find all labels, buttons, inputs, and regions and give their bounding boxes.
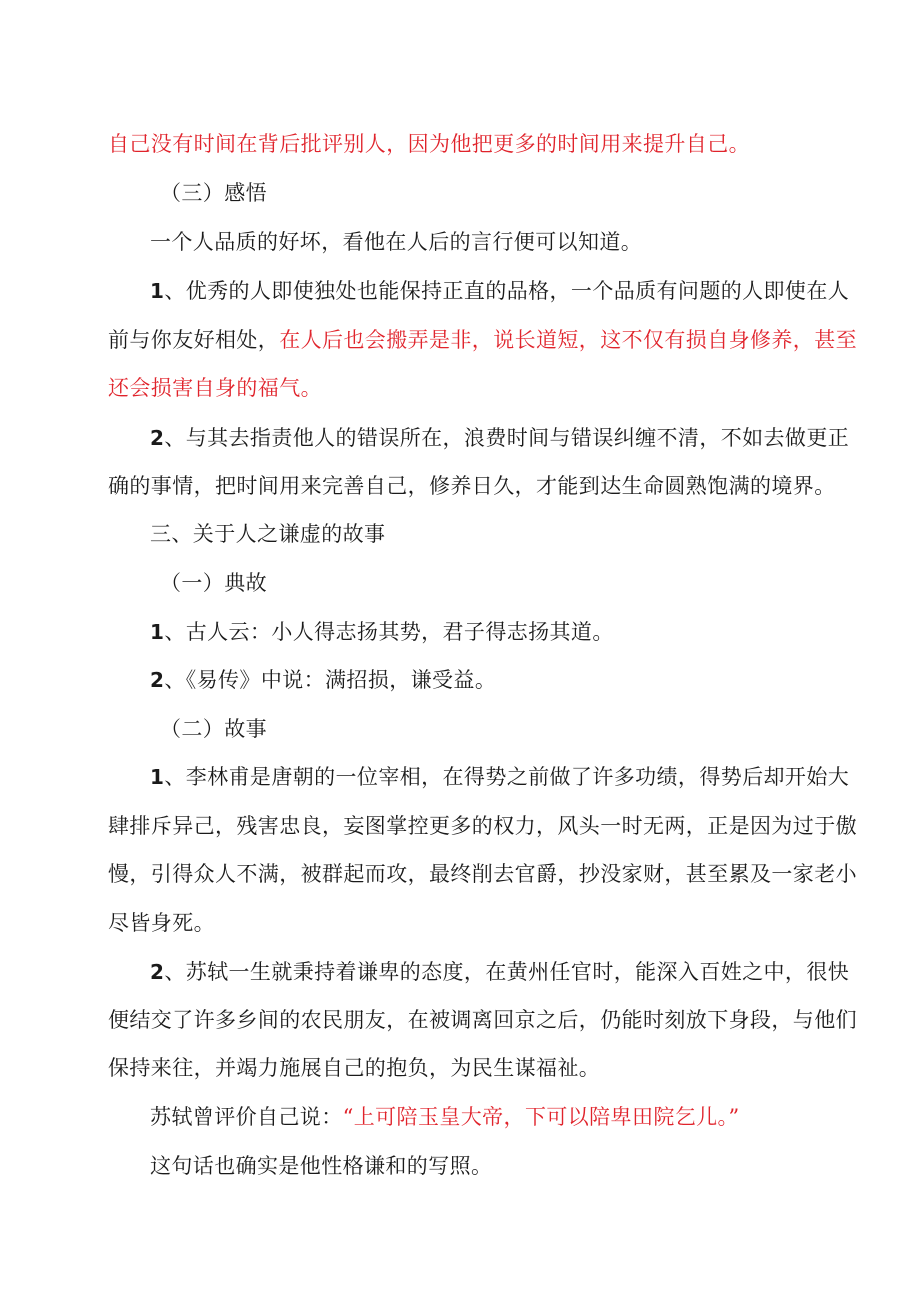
text-segment: 苏轼曾评价自己说： [150, 1105, 343, 1129]
paragraph-line [108, 1054, 600, 1082]
text-segment: 这句话也确实是他性格谦和的写照。 [150, 1154, 493, 1178]
text-segment: 慢，引得众人不满，被群起而攻，最终削去官爵，抄没家财，甚至累及一家老小 [108, 862, 857, 886]
text-segment: 一个人品质的好坏，看他在人后的言行便可以知道。 [150, 230, 643, 254]
list-item-line [150, 763, 849, 791]
paragraph-line [150, 1152, 492, 1180]
highlighted-text: 在人后也会搬弄是非，说长道短，这不仅有损自身修养，甚至 [279, 328, 858, 352]
section-heading [160, 179, 267, 207]
list-number: 2 [150, 426, 165, 450]
paragraph-line [108, 860, 857, 888]
paragraph-line [108, 326, 857, 354]
list-item-line [150, 424, 849, 452]
list-number: 1 [150, 620, 165, 644]
paragraph-line [150, 228, 642, 256]
text-segment: 、优秀的人即使独处也能保持正直的品格，一个品质有问题的人即使在人 [164, 279, 850, 303]
section-heading [150, 520, 385, 548]
text-segment: 便结交了许多乡间的农民朋友，在被调离回京之后，仍能时刻放下身段，与他们 [108, 1008, 857, 1032]
subsection-heading [160, 715, 267, 743]
paragraph-line [108, 909, 215, 937]
list-item-line [150, 958, 849, 986]
text-segment: 、李林甫是唐朝的一位宰相，在得势之前做了许多功绩，得势后却开始大 [164, 765, 850, 789]
list-number: 1 [150, 765, 165, 789]
heading-text: （三）感悟 [160, 181, 267, 205]
text-segment: 保持来往，并竭力施展自己的抱负，为民生谋福祉。 [108, 1056, 601, 1080]
text-segment: 尽皆身死。 [108, 911, 215, 935]
text-segment: 、古人云：小人得志扬其势，君子得志扬其道。 [164, 620, 614, 644]
list-number: 1 [150, 279, 165, 303]
highlighted-text: 自己没有时间在背后批评别人，因为他把更多的时间用来提升自己。 [108, 132, 750, 156]
text-segment: 前与你友好相处， [108, 328, 280, 352]
paragraph-line [108, 812, 857, 840]
text-segment: 、苏轼一生就秉持着谦卑的态度，在黄州任官时，能深入百姓之中，很快 [164, 960, 850, 984]
paragraph-line [108, 472, 836, 500]
list-item-line [150, 618, 614, 646]
paragraph-line [108, 374, 322, 402]
subsection-heading [160, 569, 267, 597]
highlighted-text: 还会损害自身的福气。 [108, 376, 322, 400]
text-segment: 确的事情，把时间用来完善自己，修养日久，才能到达生命圆熟饱满的境界。 [108, 474, 836, 498]
heading-text: （二）故事 [160, 717, 267, 741]
list-number: 2 [150, 668, 165, 692]
list-number: 2 [150, 960, 165, 984]
heading-text: 三、关于人之谦虚的故事 [150, 522, 386, 546]
list-item-line [150, 277, 849, 305]
text-segment: 、《易传》中说：满招损，谦受益。 [164, 668, 497, 692]
paragraph-line [108, 1006, 857, 1034]
text-segment: 肆排斥异己，残害忠良，妄图掌控更多的权力，风头一时无两，正是因为过于傲 [108, 814, 857, 838]
list-item-line [150, 666, 496, 694]
text-segment: 、与其去指责他人的错误所在，浪费时间与错误纠缠不清，不如去做更正 [164, 426, 850, 450]
paragraph-line [108, 130, 750, 158]
heading-text: （一）典故 [160, 571, 267, 595]
paragraph-line [150, 1103, 740, 1131]
quoted-text: “上可陪玉皇大帝，下可以陪卑田院乞儿。” [342, 1105, 740, 1129]
